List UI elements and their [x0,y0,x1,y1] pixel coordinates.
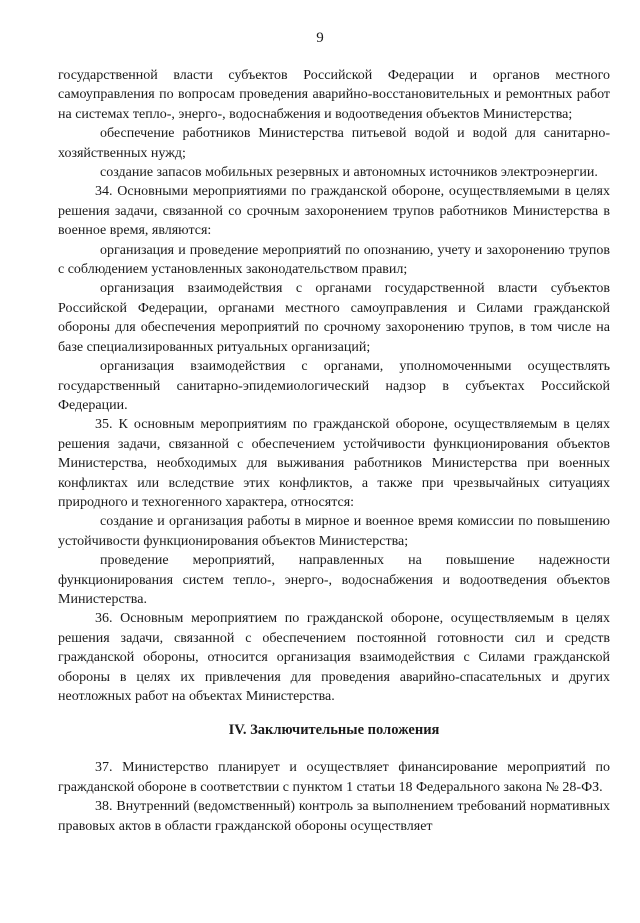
paragraph: создание и организация работы в мирное и военное время комиссии по повышению устойчивости функционирования объектов Министерства; [58,514,610,549]
paragraph-item-37: 37. Министерство планирует и осуществляет финансирование мероприятий по гражданской обороне в соответствии с пунктом 1 статьи 18 Федерального закона № 28-ФЗ. [58,760,610,795]
paragraph-item-34: 34. Основными мероприятиями по гражданской обороне, осуществляемыми в целях решения задачи, связанной со срочным захоронением трупов работников Министерства в военное время, являются: [58,184,610,239]
paragraph: обеспечение работников Министерства питьевой водой и водой для санитарно-хозяйственных нужд; [58,126,610,161]
paragraph: организация и проведение мероприятий по опознанию, учету и захоронению трупов с соблюдением установленных законодательством правил; [58,242,610,278]
page-number: 9 [316,30,324,46]
paragraph-item-36: 36. Основным мероприятием по гражданской обороне, осуществляемым в целях решения задачи, связанной с обеспечением постоянной готовности сил и средств гражданской обороны, относится организация взаимодействия с Силами гражданской обороны в целях их привлечения для проведения аварийно-спасательных и других неотложных работ на объектах Министерства. [58,611,610,704]
section-heading: IV. Заключительные положения [228,722,440,739]
paragraph-item-35: 35. К основным мероприятиям по гражданской обороне, осуществляемым в целях решения задачи, связанной с обеспечением устойчивости функционирования объектов Министерства, необходимых для выживания работников Министерства при военных конфликтах или вследствие этих конфликтов, а также при чрезвычайных ситуациях природного и техногенного характера, относятся: [58,417,610,510]
paragraph: организация взаимодействия с органами, уполномоченными осуществлять государственный санитарно-эпидемиологический надзор в субъектах Российской Федерации. [58,359,610,413]
paragraph: создание запасов мобильных резервных и автономных источников электроэнергии. [100,165,598,181]
page-content [58,66,610,836]
paragraph: государственной власти субъектов Российской Федерации и органов местного самоуправления по вопросам проведения аварийно-восстановительных и ремонтных работ на системах тепло-, энерго-, водоснабжения и водоотведения объектов Министерства; [58,68,610,122]
paragraph: организация взаимодействия с органами государственной власти субъектов Российской Федерации, органами местного самоуправления и Силами гражданской обороны для обеспечения мероприятий по срочному захоронению трупов, в том числе на базе специализированных ритуальных организаций; [58,281,610,355]
paragraph: проведение мероприятий, направленных на повышение надежности функционирования систем тепло-, энерго-, водоснабжения и водоотведения объектов Министерства. [58,553,610,607]
paragraph-group-2 [58,758,610,836]
paragraph-group-1 [58,66,610,706]
paragraph-item-38: 38. Внутренний (ведомственный) контроль за выполнением требований нормативных правовых актов в области гражданской обороны осуществляет [58,799,610,834]
